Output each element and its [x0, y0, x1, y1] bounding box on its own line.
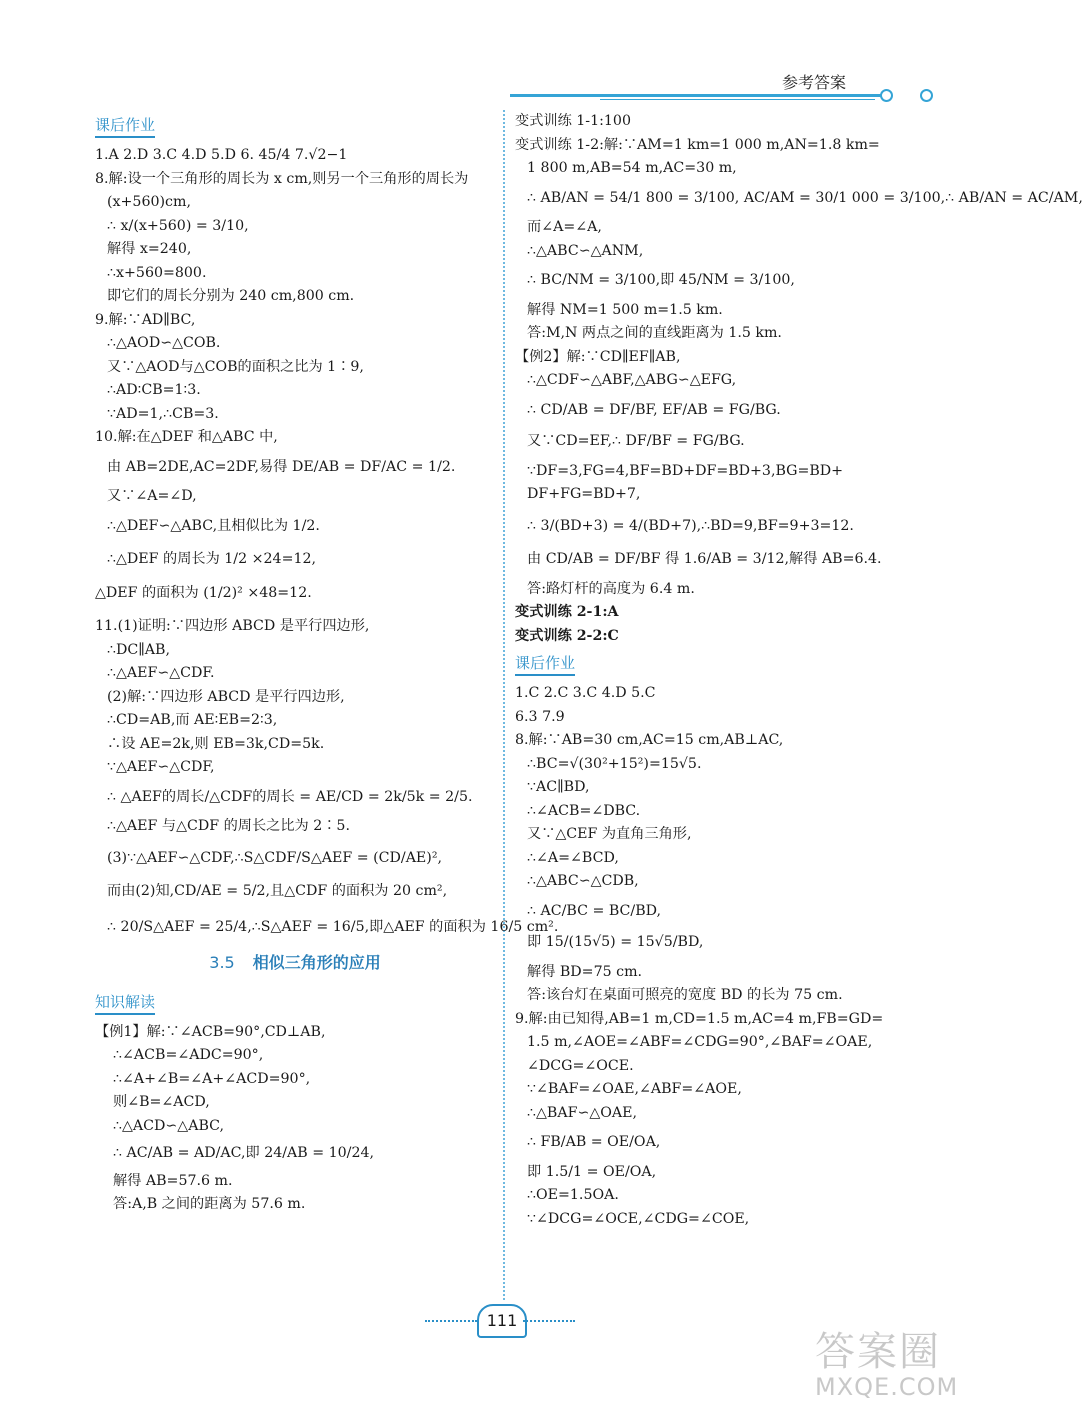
answer-line: 10.解:在△DEF 和△ABC 中,: [95, 429, 278, 445]
answer-line: ∴ 3/(BD+3) = 4/(BD+7),∴BD=9,BF=9+3=12.: [527, 517, 854, 534]
answer-line: ∴∠A=∠BCD,: [527, 849, 619, 866]
page-number: 111: [477, 1304, 527, 1338]
answer-line: ∴ AB/AN = 54/1 800 = 3/100, AC/AM = 30/1 000 = 3/100,∴ AB/AN = AC/AM,: [527, 189, 1083, 206]
answer-line: 11.(1)证明:∵四边形 ABCD 是平行四边形,: [95, 618, 370, 634]
answer-line: 1.A 2.D 3.C 4.D 5.D 6. 45/4 7.√2−1: [95, 147, 348, 163]
answer-line: 答:路灯杆的高度为 6.4 m.: [527, 580, 695, 597]
answer-line: (x+560)cm,: [107, 194, 191, 210]
answer-line: 又∵∠A=∠D,: [107, 488, 197, 504]
answer-line: ∴ 20/S△AEF = 25/4,∴S△AEF = 16/5,即△AEF 的面积为 16/5 cm².: [107, 918, 559, 935]
answer-line: 1 800 m,AB=54 m,AC=30 m,: [527, 160, 737, 176]
answer-line: 变式训练 1-1:100: [515, 113, 631, 129]
answer-line: ∴ FB/AB = OE/OA,: [527, 1134, 661, 1150]
answer-line: 解得 BD=75 cm.: [527, 963, 643, 980]
answer-line: 9.解:由已知得,AB=1 m,CD=1.5 m,AC=4 m,FB=GD=: [515, 1010, 884, 1027]
answer-line: ∴ AC/AB = AD/AC,即 24/AB = 10/24,: [113, 1145, 375, 1161]
answer-line: 又∵CD=EF,∴ DF/BF = FG/BG.: [527, 433, 745, 449]
answer-line: 由 CD/AB = DF/BF 得 1.6/AB = 3/12,解得 AB=6.4.: [527, 551, 882, 567]
answer-line: 又∵△AOD与△COB的面积之比为 1∶9,: [107, 358, 364, 375]
watermark-logo-text: 答案圈: [815, 1329, 941, 1375]
answer-line: 解得 AB=57.6 m.: [113, 1172, 233, 1189]
answer-line: 解得 x=240,: [107, 241, 192, 257]
answer-line: (2)解:∵四边形 ABCD 是平行四边形,: [107, 688, 345, 705]
answer-line: ∵∠DCG=∠OCE,∠CDG=∠COE,: [527, 1210, 750, 1227]
answer-line: ∴DC∥AB,: [107, 641, 170, 658]
answer-line: ∴∠A+∠B=∠A+∠ACD=90°,: [113, 1070, 311, 1087]
answer-line: 而由(2)知,CD/AE = 5/2,且△CDF 的面积为 20 cm²,: [107, 883, 448, 899]
answer-line: 1.C 2.C 3.C 4.D 5.C: [515, 685, 656, 701]
answer-line: ∵AD=1,∴CB=3.: [107, 405, 219, 422]
answer-line: 变式训练 2-2:C: [515, 627, 619, 644]
answer-line: DF+FG=BD+7,: [527, 486, 641, 502]
answer-line: 又∵△CEF 为直角三角形,: [527, 826, 692, 842]
header-rule-thin: [600, 99, 875, 100]
answer-line: ∴△ABC∽△ANM,: [527, 242, 644, 259]
footer-dots-left: [425, 1320, 477, 1322]
answer-line: 答:M,N 两点之间的直线距离为 1.5 km.: [527, 325, 782, 341]
answer-line: ∴BC=√(30²+15²)=15√5.: [527, 755, 702, 772]
answer-line: ∵DF=3,FG=4,BF=BD+DF=BD+3,BG=BD+: [527, 462, 844, 479]
answer-line: 【例1】解:∵∠ACB=90°,CD⊥AB,: [95, 1023, 326, 1040]
answer-line: ∴ AC/BC = BC/BD,: [527, 902, 661, 919]
answer-line: ∴△AEF∽△CDF.: [107, 665, 215, 681]
watermark-url: MXQE.COM: [815, 1373, 959, 1401]
chapter-number: 3.5: [209, 953, 235, 972]
right-column: [515, 110, 1083, 1231]
answer-line: ∴ CD/AB = DF/BF, EF/AB = FG/BG.: [527, 401, 781, 418]
answer-line: ∴∠ACB=∠ADC=90°,: [113, 1047, 264, 1063]
answer-line: 变式训练 1-2:解:∵AM=1 km=1 000 m,AN=1.8 km=: [515, 136, 880, 153]
answer-line: 6.3 7.9: [515, 708, 565, 725]
answer-line: △DEF 的面积为 (1/2)² ×48=12.: [95, 584, 312, 601]
chapter-title: 相似三角形的应用: [252, 953, 381, 972]
answer-line: ∴AD∶CB=1∶3.: [107, 382, 201, 398]
answer-line: ∴x+560=800.: [107, 264, 207, 281]
chapter-heading: [95, 951, 495, 975]
footer-dots-right: [523, 1320, 575, 1322]
answer-line: (3)∵△AEF∽△CDF,∴S△CDF/S△AEF = (CD/AE)²,: [107, 849, 443, 866]
answer-line: 9.解:∵AD∥BC,: [95, 311, 196, 328]
answer-line: 变式训练 2-1:A: [515, 604, 619, 620]
answer-line: 解得 NM=1 500 m=1.5 km.: [527, 301, 723, 318]
header-circle-icon: [880, 89, 893, 102]
answer-line: ∴OE=1.5OA.: [527, 1187, 619, 1203]
answer-line: 即 15/(15√5) = 15√5/BD,: [527, 934, 704, 950]
answer-line: ∴△AOD∽△COB.: [107, 335, 221, 351]
answer-line: 而∠A=∠A,: [527, 219, 602, 235]
answer-line: ∴△DEF 的周长为 1/2 ×24=12,: [107, 551, 317, 567]
answer-line: ∴△DEF∽△ABC,且相似比为 1/2.: [107, 517, 320, 534]
answer-line: ∴ BC/NM = 3/100,即 45/NM = 3/100,: [527, 272, 795, 288]
answer-line: ∴△ACD∽△ABC,: [113, 1117, 225, 1134]
section-heading: 课后作业: [95, 114, 155, 138]
section-heading: 知识解读: [95, 991, 155, 1015]
header-title: 参考答案: [782, 73, 847, 92]
answer-line: ∴△AEF 与△CDF 的周长之比为 2∶5.: [107, 818, 350, 834]
answer-line: 【例2】解:∵CD∥EF∥AB,: [515, 348, 681, 365]
answer-line: ∴设 AE=2k,则 EB=3k,CD=5k.: [107, 735, 325, 752]
answer-line: ∵AC∥BD,: [527, 779, 590, 795]
watermark: [815, 1320, 958, 1401]
answer-line: ∴ x/(x+560) = 3/10,: [107, 217, 249, 234]
answer-line: 答:A,B 之间的距离为 57.6 m.: [113, 1196, 306, 1212]
answer-line: ∴△CDF∽△ABF,△ABG∽△EFG,: [527, 372, 737, 388]
answer-line: 即它们的周长分别为 240 cm,800 cm.: [107, 288, 355, 304]
answer-line: 则∠B=∠ACD,: [113, 1094, 210, 1110]
answer-line: ∴ △AEF的周长/△CDF的周长 = AE/CD = 2k/5k = 2/5.: [107, 788, 473, 805]
column-divider: [503, 110, 505, 1300]
header-circle-icon: [920, 89, 933, 102]
answer-line: 由 AB=2DE,AC=2DF,易得 DE/AB = DF/AC = 1/2.: [107, 458, 456, 475]
answer-line: 答:该台灯在桌面可照亮的宽度 BD 的长为 75 cm.: [527, 987, 843, 1003]
answer-line: ∴△ABC∽△CDB,: [527, 873, 639, 889]
answer-line: ∴∠ACB=∠DBC.: [527, 802, 641, 819]
answer-line: ∠DCG=∠OCE.: [527, 1057, 634, 1074]
answer-line: 8.解:设一个三角形的周长为 x cm,则另一个三角形的周长为: [95, 170, 469, 187]
page-footer: [425, 1300, 575, 1340]
answer-line: ∵∠BAF=∠OAE,∠ABF=∠AOE,: [527, 1081, 742, 1097]
answer-line: 8.解:∵AB=30 cm,AC=15 cm,AB⊥AC,: [515, 732, 784, 748]
header-rule: [510, 94, 890, 97]
answer-line: ∴△BAF∽△OAE,: [527, 1104, 637, 1121]
answer-line: ∴CD=AB,而 AE∶EB=2∶3,: [107, 712, 278, 728]
answer-line: 即 1.5/1 = OE/OA,: [527, 1163, 657, 1180]
section-heading: 课后作业: [515, 652, 575, 676]
answer-line: ∵△AEF∽△CDF,: [107, 759, 215, 775]
answer-line: 1.5 m,∠AOE=∠ABF=∠CDG=90°,∠BAF=∠OAE,: [527, 1034, 873, 1050]
